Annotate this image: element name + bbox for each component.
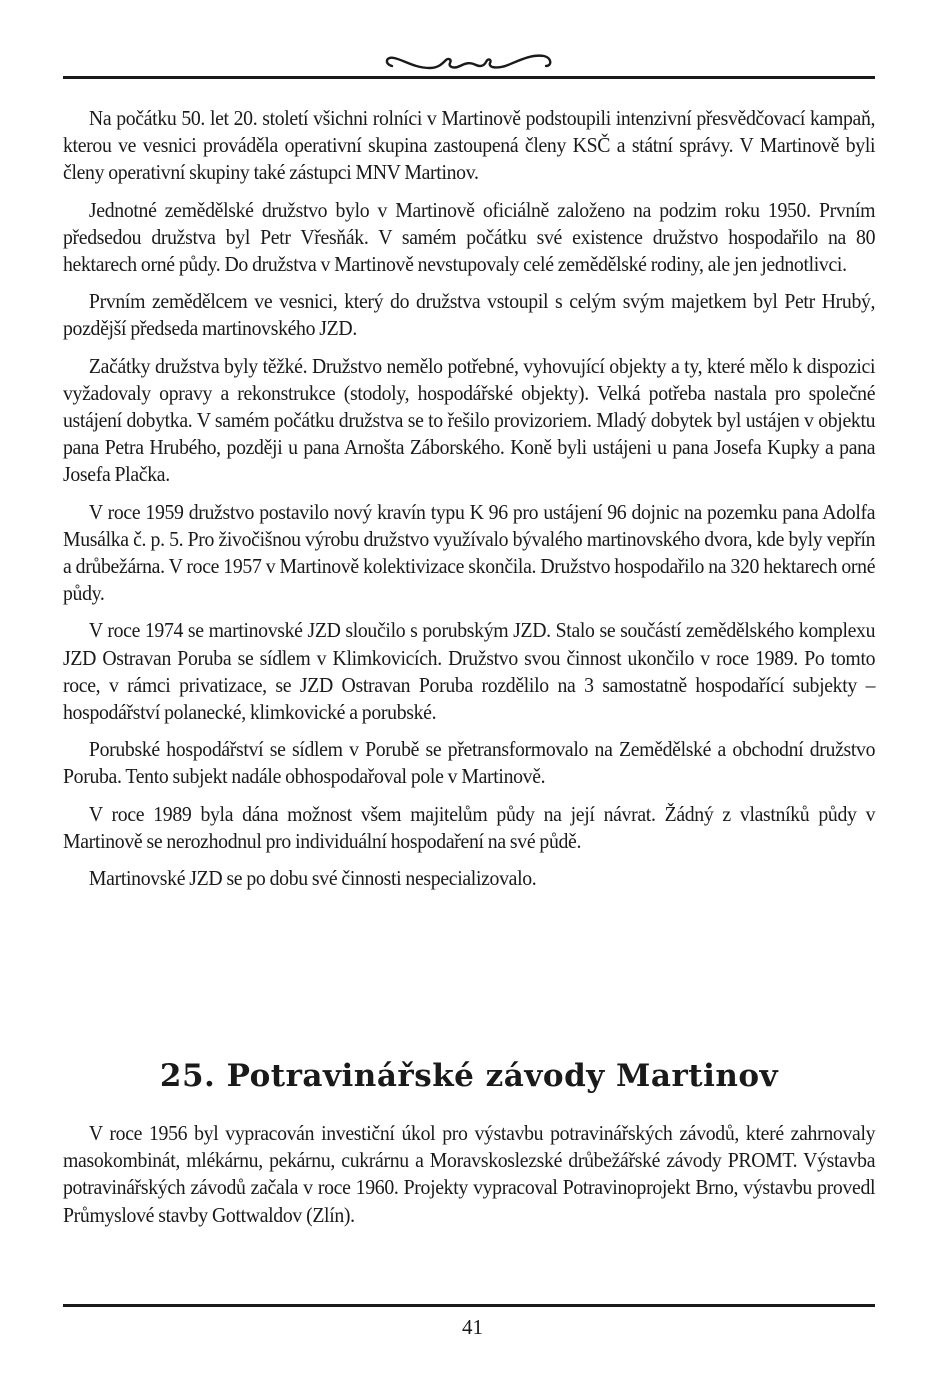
- paragraph: Martinovské JZD se po dobu své činnosti nespecializovalo.: [88, 868, 537, 891]
- section-heading: 25. Potravinářské závody Martinov: [159, 1058, 779, 1094]
- paragraph: Porubské hospodářství se sídlem v Porubě se přetransformovalo na Zemědělské a obchodní družstvo Poruba. Tento subjekt nadále obhospodařoval pole v Martinově.: [63, 739, 876, 789]
- paragraph: V roce 1959 družstvo postavilo nový kravín typu K 96 pro ustájení 96 dojnic na pozemku pana Adolfa Musálka č. p. 5. Pro živočišnou výrobu družstvo využívalo bývalého martinovského dvora, kde byly vepřín a drůbežárna. V roce 1957 v Martinově kolektivizace skončila. Družstvo hospodařilo na 320 hektarech orné půdy.: [63, 501, 876, 606]
- body-text: [63, 106, 875, 903]
- section-body-text: [63, 1121, 875, 1240]
- footer-rule: [63, 1304, 875, 1307]
- header-rule: [63, 76, 875, 79]
- flourish-divider-icon: [380, 50, 560, 76]
- paragraph: V roce 1974 se martinovské JZD sloučilo s porubským JZD. Stalo se součástí zemědělského komplexu JZD Ostravan Poruba se sídlem v Klimkovicích. Družstvo svou činnost ukončilo v roce 1989. Po tomto roce, v rámci privatizace, se JZD Ostravan Poruba rozdělilo na 3 samostatně hospodařící subjekty – hospodářství polanecké, klimkovické a porubské.: [63, 620, 876, 725]
- paragraph: V roce 1956 byl vypracován investiční úkol pro výstavbu potravinářských závodů, které zahrnovaly masokombinát, mlékárnu, pekárnu, cukrárnu a Moravskoslezské drůbežářské závody PROMT. Výstavba potravinářských závodů začala v roce 1960. Projekty vypracoval Potravinoprojekt Brno, výstavbu provedl Průmyslové stavby Gottwaldov (Zlín).: [63, 1123, 876, 1227]
- paragraph: Prvním zemědělcem ve vesnici, který do družstva vstoupil s celým svým majetkem byl Petr Hrubý, pozdější předseda martinovského JZD.: [63, 291, 876, 341]
- paragraph: Začátky družstva byly těžké. Družstvo nemělo potřebné, vyhovující objekty a ty, které mělo k dispozici vyžadovaly opravy a rekonstrukce (stodoly, hospodářské objekty). Velká potřeba nastala pro společné ustájení dobytka. V samém počátku družstva se to řešilo provizoriem. Mladý dobytek byl ustájen v objektu pana Petra Hrubého, později u pana Arnošta Záborského. Koně byli ustájeni u pana Josefa Kupky a pana Josefa Plačka.: [63, 355, 876, 487]
- page-number: 41: [462, 1315, 483, 1339]
- paragraph: Jednotné zemědělské družstvo bylo v Martinově oficiálně založeno na podzim roku 1950. Prvním předsedou družstva byl Petr Vřesňák. V samém počátku své existence družstvo hospodařilo na 80 hektarech orné půdy. Do družstva v Martinově nevstupovaly celé zemědělské rodiny, ale jen jednotlivci.: [63, 199, 876, 277]
- paragraph: Na počátku 50. let 20. století všichni rolníci v Martinově podstoupili intenzivní přesvědčovací kampaň, kterou ve vesnici prováděla operativní skupina zastoupená členy KSČ a státní správy. V Martinově byli členy operativní skupiny také zástupci MNV Martinov.: [63, 108, 876, 185]
- paragraph: V roce 1989 byla dána možnost všem majitelům půdy na její návrat. Žádný z vlastníků půdy v Martinově se nerozhodnul pro individuální hospodaření na své půdě.: [63, 803, 876, 853]
